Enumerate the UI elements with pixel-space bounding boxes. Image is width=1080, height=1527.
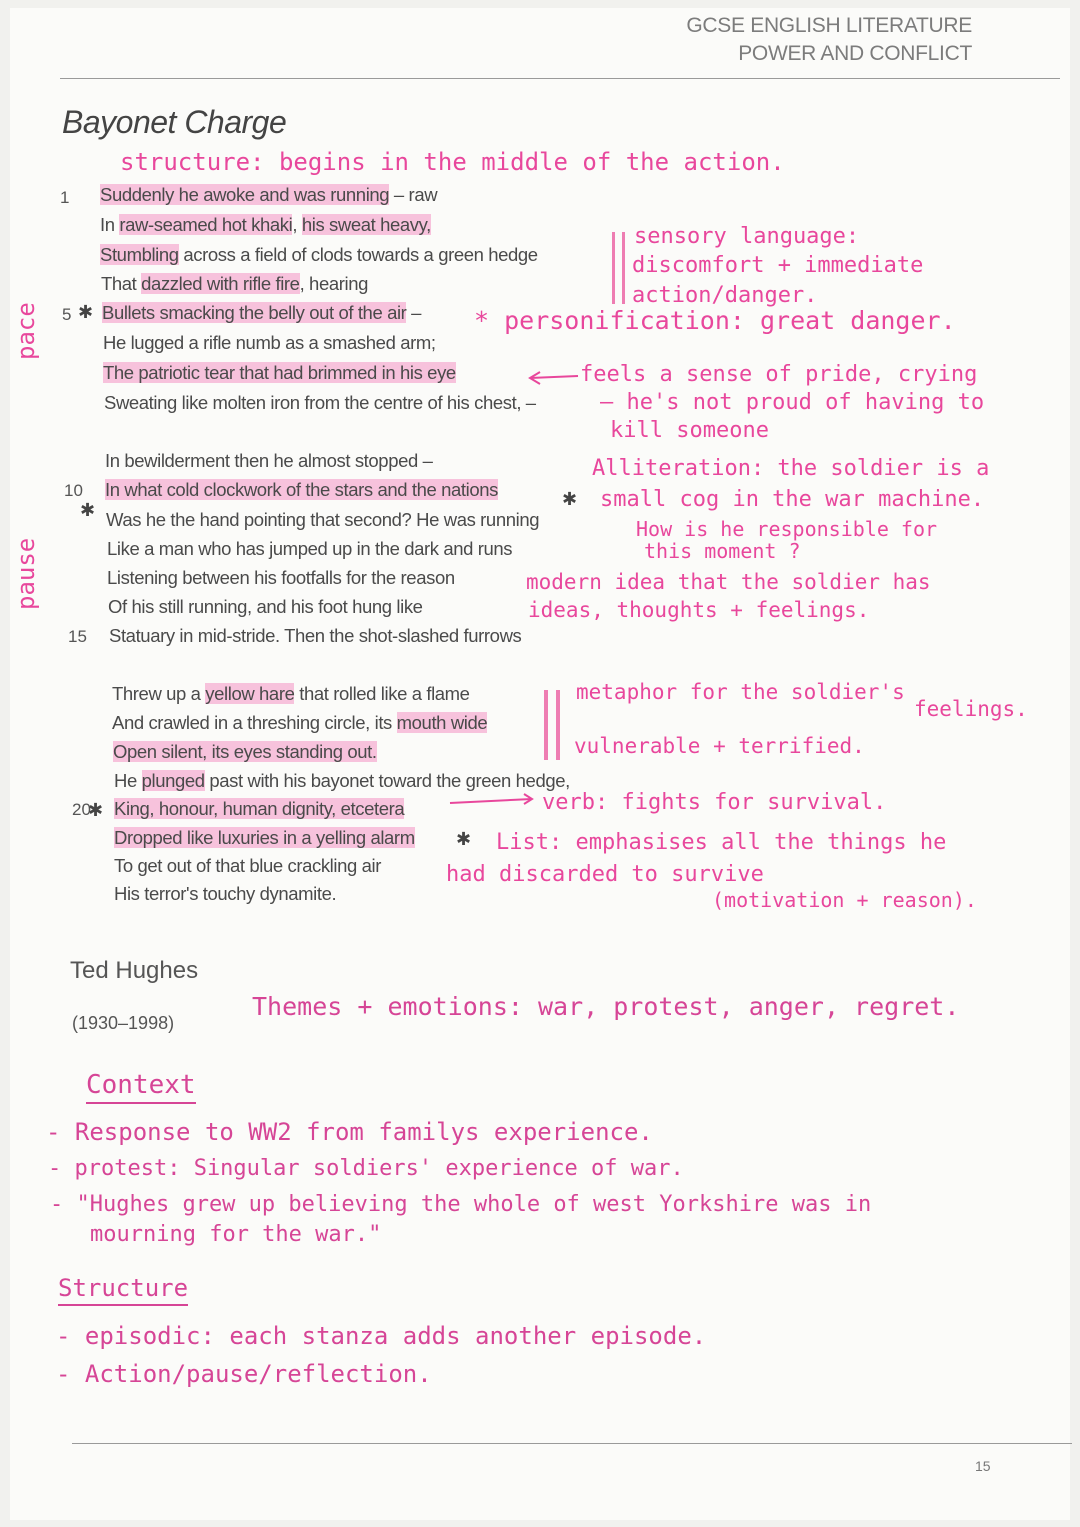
poem-line-15: Statuary in mid-stride. Then the shot-slashed furrows: [109, 625, 522, 646]
poem-line-23: His terror's touchy dynamite.: [114, 883, 337, 904]
annotation-themes: Themes + emotions: war, protest, anger, regret.: [252, 992, 960, 1021]
arrow-pride: [530, 376, 578, 378]
highlight: mouth wide: [396, 712, 488, 733]
structure-item-2: - Action/pause/reflection.: [56, 1360, 432, 1388]
highlight: Stumbling: [100, 244, 179, 265]
annotation-list-2: had discarded to survive: [446, 862, 764, 887]
highlight: King, honour, human dignity, etcetera: [114, 798, 405, 819]
highlight: In what cold clockwork of the stars and the nations: [105, 479, 498, 500]
annotation-alliteration-2: small cog in the war machine.: [600, 487, 985, 512]
highlight: Dropped like luxuries in a yelling alarm: [114, 827, 415, 848]
highlight: yellow hare: [205, 683, 295, 704]
structure-item-1: - episodic: each stanza adds another episode.: [56, 1322, 707, 1350]
asterisk-mark: ✱: [80, 500, 96, 520]
annotation-modern-2: ideas, thoughts + feelings.: [528, 598, 870, 622]
highlight: plunged: [141, 770, 205, 791]
poem-line-19: He plunged past with his bayonet toward the green hedge,: [114, 770, 570, 791]
annotation-alliteration-4: this moment ?: [644, 539, 801, 563]
annotation-modern-1: modern idea that the soldier has: [526, 570, 931, 594]
poem-line-2: In raw-seamed hot khaki, his sweat heavy,: [100, 214, 431, 235]
context-item-3: - "Hughes grew up believing the whole of west Yorkshire was in: [50, 1192, 872, 1217]
poem-line-1: Suddenly he awoke and was running – raw: [100, 184, 438, 205]
highlight: Suddenly he awoke and was running: [100, 184, 390, 205]
poem-line-13: Listening between his footfalls for the reason: [107, 567, 455, 588]
poem-line-8: Sweating like molten iron from the centre of his chest, –: [104, 392, 536, 413]
highlight: his sweat heavy,: [301, 214, 431, 235]
poem-author: Ted Hughes: [70, 957, 199, 984]
line-number-10: 10: [64, 481, 83, 500]
poem-line-12: Like a man who has jumped up in the dark and runs: [107, 538, 513, 559]
annotation-verb: verb: fights for survival.: [542, 790, 887, 815]
annotation-not-proud-1: – he's not proud of having to: [600, 390, 985, 415]
annotation-alliteration-3: How is he responsible for: [636, 517, 938, 541]
annotation-sensory-2: discomfort + immediate: [632, 253, 924, 278]
annotation-list-3: (motivation + reason).: [712, 888, 977, 912]
poem-line-14: Of his still running, and his foot hung like: [108, 596, 423, 617]
annotation-personification: * personification: great danger.: [474, 306, 956, 335]
header-subject: GCSE ENGLISH LITERATURE: [686, 14, 972, 37]
poem-line-6: He lugged a rifle numb as a smashed arm;: [103, 332, 436, 353]
highlight: The patriotic tear that had brimmed in his eye: [103, 362, 456, 383]
line-number-20: 20: [72, 800, 91, 819]
annotation-not-proud-2: kill someone: [610, 418, 769, 443]
poem-line-5: Bullets smacking the belly out of the air –: [102, 302, 422, 323]
poem-title: Bayonet Charge: [62, 104, 287, 140]
asterisk-mark: ✱: [562, 489, 578, 509]
author-dates: (1930–1998): [72, 1013, 175, 1033]
poem-line-9: In bewilderment then he almost stopped –: [105, 450, 433, 471]
context-item-2: - protest: Singular soldiers' experience of war.: [48, 1156, 684, 1181]
annotation-pride: feels a sense of pride, crying: [580, 362, 978, 387]
annotation-alliteration-1: Alliteration: the soldier is a: [592, 456, 990, 481]
header-topic: POWER AND CONFLICT: [738, 42, 972, 65]
arrow-verb: [450, 799, 532, 803]
annotation-list-1: List: emphasises all the things he: [496, 830, 947, 855]
highlight: raw-seamed hot khaki: [119, 214, 293, 235]
poem-line-3: Stumbling across a field of clods towards a green hedge: [100, 244, 538, 265]
annotation-metaphor-1: metaphor for the soldier's: [576, 680, 905, 704]
margin-note-pause: pause: [12, 537, 40, 610]
poem-line-11: Was he the hand pointing that second? He was running: [106, 509, 540, 530]
structure-note: structure: begins in the middle of the action.: [120, 148, 785, 176]
line-number-5: 5: [62, 305, 72, 324]
annotation-metaphor-2: feelings.: [914, 697, 1028, 721]
annotation-metaphor-3: vulnerable + terrified.: [574, 734, 865, 758]
poem-line-4: That dazzled with rifle fire, hearing: [101, 273, 368, 294]
context-item-1: - Response to WW2 from familys experience.: [46, 1118, 653, 1146]
context-item-4: mourning for the war.": [90, 1222, 382, 1247]
highlight: dazzled with rifle fire: [141, 273, 300, 294]
margin-note-pace: pace: [12, 302, 40, 360]
line-number-1: 1: [60, 188, 70, 207]
asterisk-mark: ✱: [88, 800, 104, 820]
footer-rule: [72, 1443, 1072, 1444]
highlight: Open silent, its eyes standing out.: [113, 741, 377, 762]
poem-line-22: To get out of that blue crackling air: [114, 855, 381, 876]
asterisk-mark: ✱: [456, 829, 472, 849]
highlight: Bullets smacking the belly out of the air: [102, 302, 407, 323]
annotation-sensory-3: action/danger.: [632, 283, 818, 308]
annotation-sensory-1: sensory language:: [634, 224, 860, 249]
asterisk-mark: ✱: [78, 302, 94, 322]
structure-heading: Structure: [58, 1274, 188, 1306]
context-heading: Context: [86, 1070, 196, 1104]
line-number-15: 15: [68, 627, 87, 646]
poem-line-17: And crawled in a threshing circle, its mouth wide: [112, 712, 488, 733]
page-number: 15: [975, 1458, 991, 1474]
poem-line-16: Threw up a yellow hare that rolled like a flame: [112, 683, 470, 704]
